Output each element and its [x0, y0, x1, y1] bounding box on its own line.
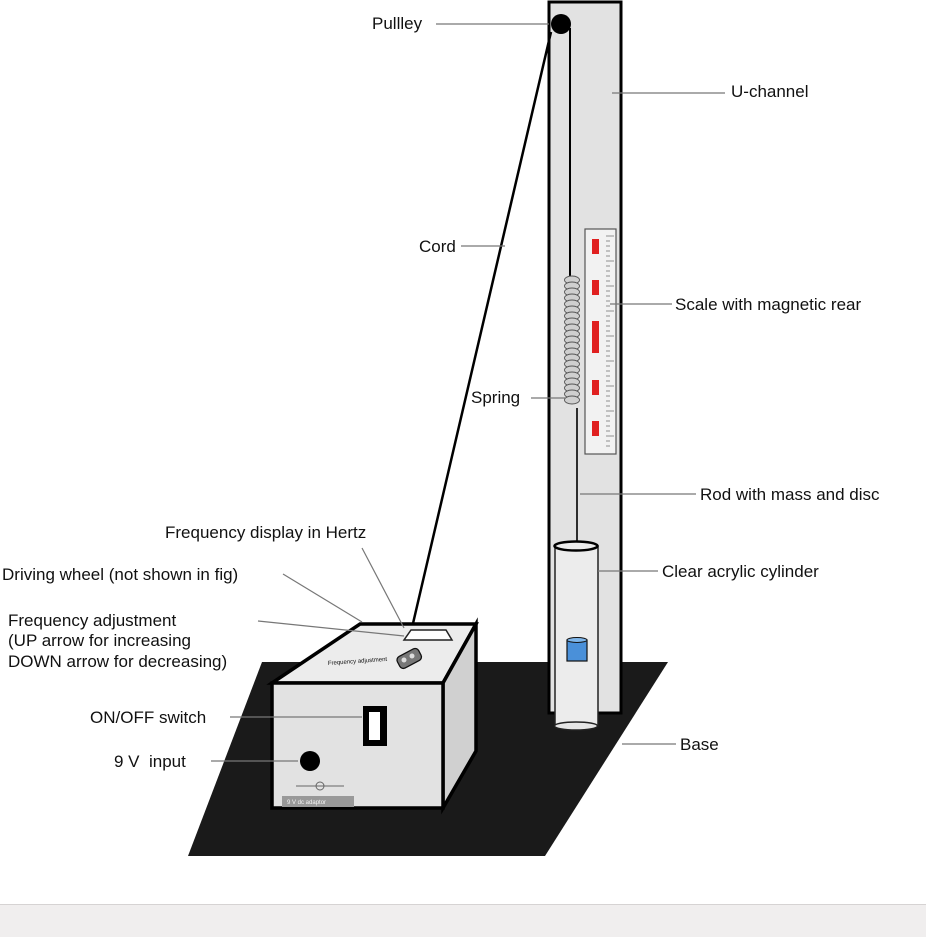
pulley [551, 14, 571, 34]
acrylic-cylinder [555, 542, 599, 731]
mass-disc [567, 638, 587, 662]
input-jack [300, 751, 320, 771]
label-pulley: Pullley [372, 14, 423, 33]
label-rod: Rod with mass and disc [700, 485, 880, 504]
label-frequency-adjust-2: (UP arrow for increasing [8, 631, 191, 650]
label-9v-input: 9 V input [114, 752, 186, 771]
label-frequency-adjust-3: DOWN arrow for decreasing) [8, 652, 228, 671]
label-cord: Cord [419, 237, 456, 256]
adaptor-tag-text: 9 V dc adaptor [287, 800, 327, 806]
box-front [272, 683, 443, 808]
footer-bar [0, 904, 926, 937]
label-cylinder: Clear acrylic cylinder [662, 562, 819, 581]
frequency-display [404, 630, 452, 640]
spring [565, 276, 580, 404]
label-base: Base [680, 735, 719, 754]
spring-coil [565, 396, 580, 404]
label-frequency-adjust-1: Frequency adjustment [8, 611, 177, 630]
label-on-off-switch: ON/OFF switch [90, 708, 207, 727]
lid-print: Frequency adjustment [327, 656, 388, 667]
label-frequency-display: Frequency display in Hertz [165, 523, 367, 542]
label-scale: Scale with magnetic rear [675, 295, 862, 314]
driver-box [272, 624, 476, 808]
cord [411, 32, 551, 632]
label-spring: Spring [471, 388, 521, 407]
label-driving-wheel: Driving wheel (not shown in fig) [2, 565, 239, 584]
label-u-channel: U-channel [731, 82, 809, 101]
scale [585, 229, 616, 454]
on-off-switch [363, 706, 387, 746]
